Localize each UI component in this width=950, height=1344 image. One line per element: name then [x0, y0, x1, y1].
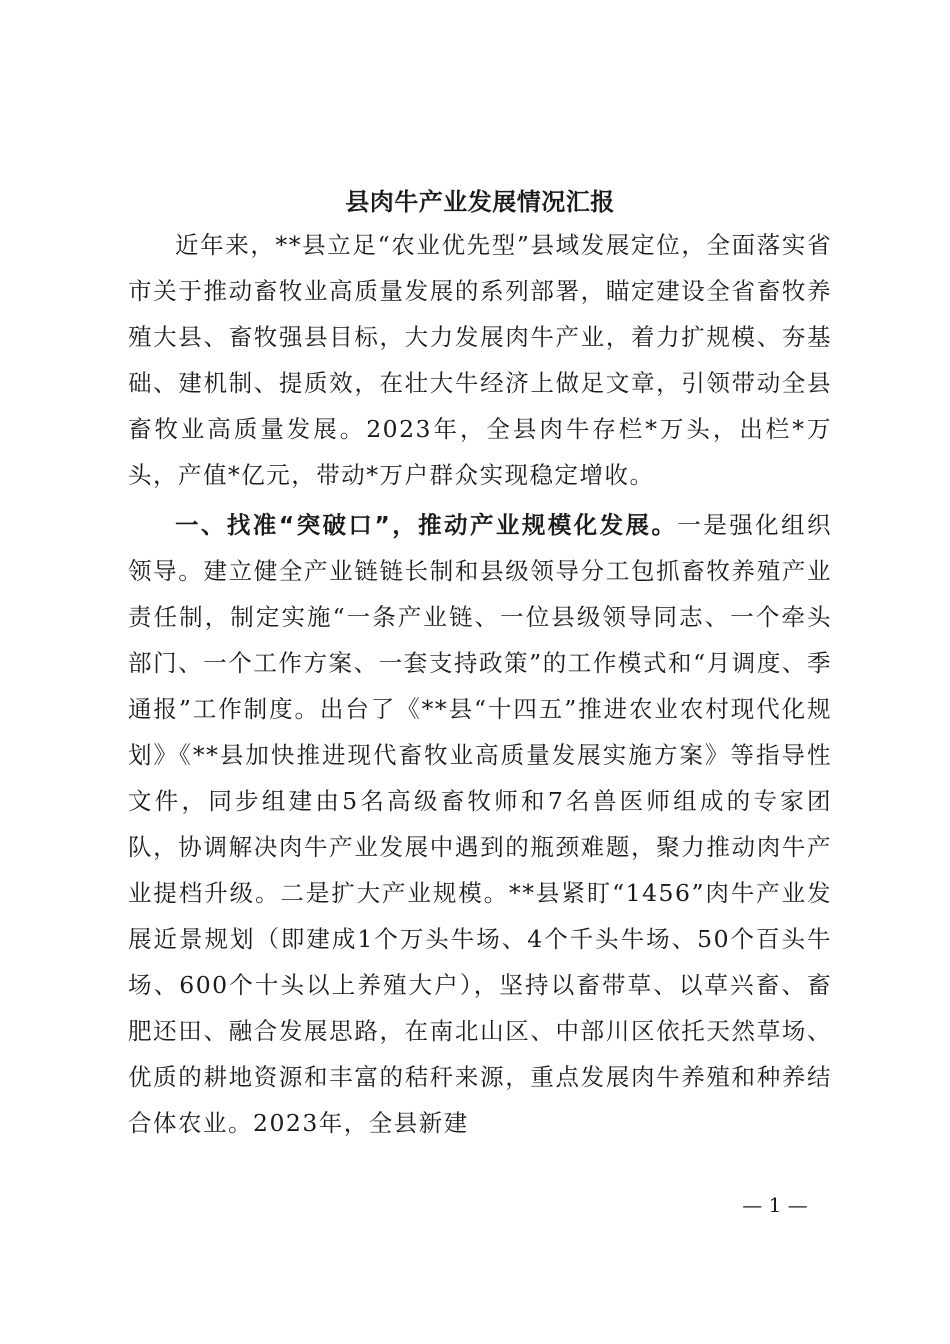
- document-title: 县肉牛产业发展情况汇报: [345, 187, 615, 216]
- section-1-paragraph: [128, 502, 832, 1146]
- page-number: — 1 —: [742, 1193, 808, 1217]
- section-1-heading: 一、找准“突破口”，推动产业规模化发展。: [175, 511, 678, 539]
- section-1-body: 一是强化组织领导。建立健全产业链链长制和县级领导分工包抓畜牧养殖产业责任制，制定实施“一条产业链、一位县级领导同志、一个牵头部门、一个工作方案、一套支持政策”的工作模式和“月调度、季通报”工作制度。出台了《**县“十四五”推进农业农村现代化规划》《**县加快推进现代畜牧业高质量发展实施方案》等指导性文件，同步组建由5名高级畜牧师和7名兽医师组成的专家团队，协调解决肉牛产业发展中遇到的瓶颈难题，聚力推动肉牛产业提档升级。二是扩大产业规模。**县紧盯“1456”肉牛产业发展近景规划（即建成1个万头牛场、4个千头牛场、50个百头牛场、600个十头以上养殖大户），坚持以畜带草、以草兴畜、畜肥还田、融合发展思路，在南北山区、中部川区依托天然草场、优质的耕地资源和丰富的秸秆来源，重点发展肉牛养殖和种养结合体农业。2023年，全县新建: [128, 511, 833, 1137]
- intro-paragraph: 近年来，**县立足“农业优先型”县域发展定位，全面落实省市关于推动畜牧业高质量发展的系列部署，瞄定建设全省畜牧养殖大县、畜牧强县目标，大力发展肉牛产业，着力扩规模、夯基础、建机制、提质效，在壮大牛经济上做足文章，引领带动全县畜牧业高质量发展。2023年，全县肉牛存栏*万头，出栏*万头，产值*亿元，带动*万户群众实现稳定增收。: [128, 231, 832, 489]
